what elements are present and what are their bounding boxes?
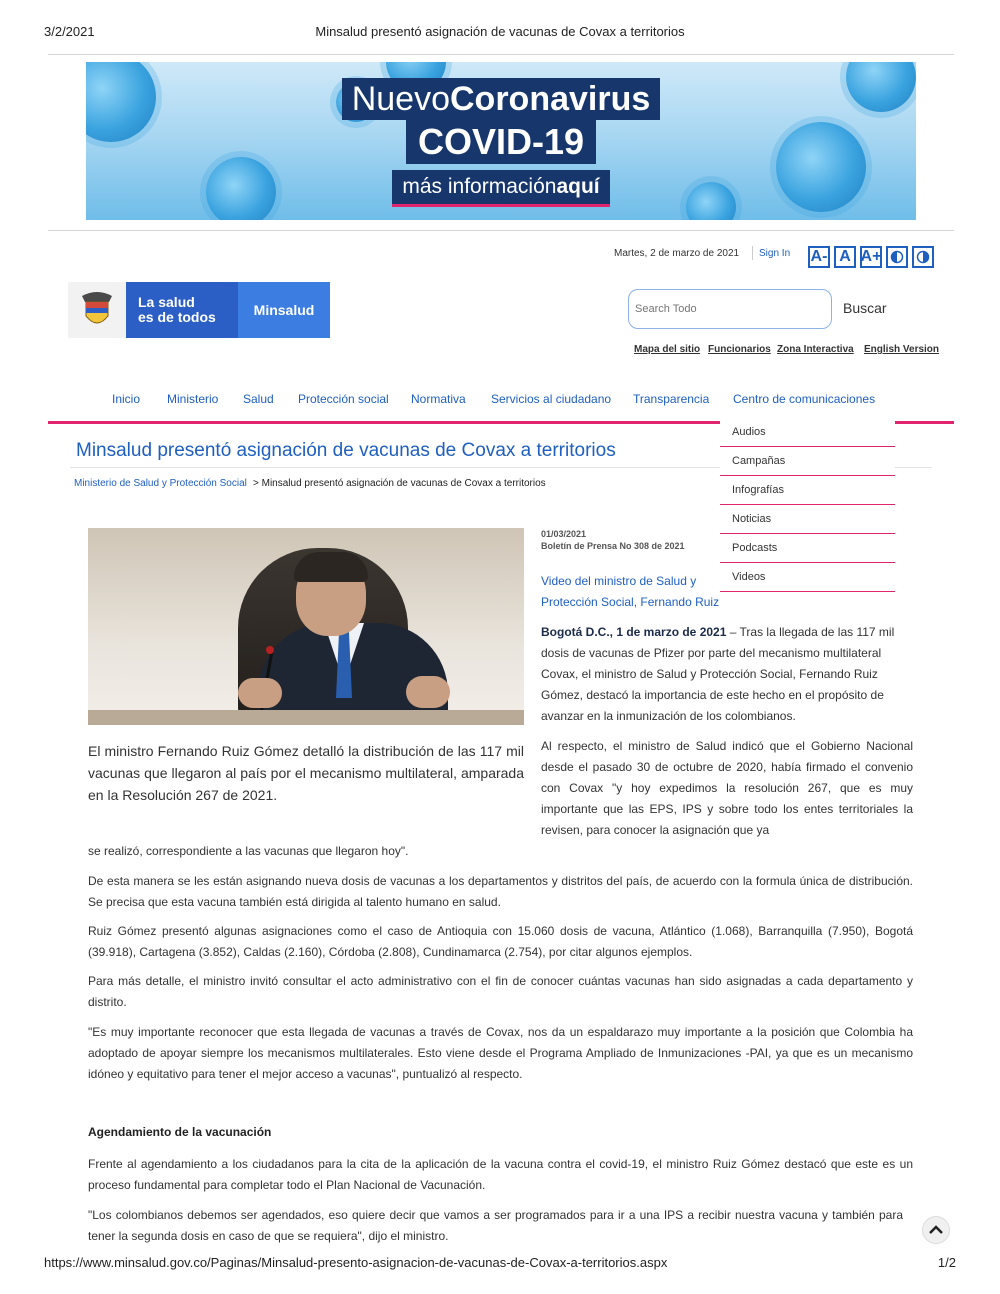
- font-decrease-button[interactable]: A-: [808, 246, 830, 268]
- nav-centro-comunicaciones[interactable]: Centro de comunicaciones: [733, 392, 876, 406]
- nav-servicios-ciudadano[interactable]: Servicios al ciudadano: [491, 392, 612, 406]
- staff-link[interactable]: Funcionarios: [708, 344, 771, 355]
- search-input[interactable]: [628, 289, 832, 329]
- nav-ministerio[interactable]: Ministerio: [167, 392, 219, 406]
- font-increase-button[interactable]: A+: [860, 246, 882, 268]
- nav-normativa[interactable]: Normativa: [411, 392, 466, 406]
- article-title: Minsalud presentó asignación de vacunas de Covax a territorios: [76, 440, 616, 461]
- section-heading: Agendamiento de la vacunación: [88, 1125, 272, 1139]
- chevron-up-icon: [929, 1225, 943, 1235]
- paragraph: De esta manera se les están asignando nueva dosis de vacunas a los departamentos y distritos del país, de acuerdo con la formula única de distribución. Se precisa que esta vacuna también está dirigida al talento humano en salud.: [88, 874, 913, 909]
- dropdown-item-audios[interactable]: Audios: [720, 418, 895, 447]
- coat-of-arms-icon: [68, 282, 126, 338]
- print-title: Minsalud presentó asignación de vacunas de Covax a territorios: [315, 24, 685, 39]
- nav-salud[interactable]: Salud: [243, 392, 274, 406]
- banner-title: NuevoCoronavirus: [86, 78, 916, 120]
- banner-subtitle: COVID-19: [86, 120, 916, 164]
- print-page-number: 1/2: [937, 1255, 956, 1270]
- breadcrumb-home-link[interactable]: Ministerio de Salud y Protección Social: [74, 478, 247, 489]
- lead-paragraph: Bogotá D.C., 1 de marzo de 2021 – Tras la llegada de las 117 mil dosis de vacunas de Pfizer por parte del mecanismo multilateral Covax, el ministro de Salud y Protección Social, Fernando Ruiz Gómez, destacó la importancia de este hecho en el propósito de avanzar en la inmunización de los colombianos.: [541, 625, 895, 723]
- sign-in-link[interactable]: Sign In: [759, 248, 791, 259]
- bulletin-number: Boletín de Prensa No 308 de 2021: [541, 541, 685, 551]
- publish-date: 01/03/2021: [541, 529, 587, 539]
- dropdown-item-infografias[interactable]: Infografías: [720, 476, 895, 505]
- dropdown-item-videos[interactable]: Videos: [720, 563, 895, 592]
- paragraph: "Los colombianos debemos ser agendados, eso quiere decir que vamos a ser programados para ir a una IPS a recibir nuestra vacuna y también para tener la segunda dosis en caso de que se requiera", dijo el ministro.: [88, 1208, 903, 1243]
- print-url: https://www.minsalud.gov.co/Paginas/Minsalud-presento-asignacion-de-vacunas-de-Covax-a-territorios.aspx: [44, 1255, 668, 1270]
- paragraph: Al respecto, el ministro de Salud indicó que el Gobierno Nacional desde el pasado 30 de octubre de 2020, había firmado el convenio con Covax "y hoy expedimos la resolución 267, que es muy importante que las EPS, IPS y sobre todo los entes territoriales la revisen, para conocer la asignación que ya: [541, 739, 913, 837]
- dropdown-item-podcasts[interactable]: Podcasts: [720, 534, 895, 563]
- divider: [752, 246, 753, 260]
- paragraph: Para más detalle, el ministro invitó consultar el acto administrativo con el fin de conocer cuántas vacunas han sido asignadas a cada departamento y distrito.: [88, 974, 913, 1009]
- banner-cta[interactable]: más informaciónaquí: [86, 170, 916, 207]
- paragraph: "Es muy importante reconocer que esta llegada de vacunas a través de Covax, nos da un espaldarazo muy importante a la posición que Colombia ha adoptado de apoyar siempre los mecanismos multilaterales. Esto viene desde el Programa Ampliado de Inmunizaciones -PAI, ya que es un mecanismo idóneo y equitativo para tener el mejor acceso a vacunas", puntualizó al respecto.: [88, 1025, 913, 1081]
- sitemap-link[interactable]: Mapa del sitio: [634, 344, 701, 355]
- logo-brand: Minsalud: [238, 282, 330, 338]
- video-link[interactable]: Video del ministro de Salud y Protección Social, Fernando Ruiz: [541, 574, 720, 609]
- breadcrumb-current: > Minsalud presentó asignación de vacunas de Covax a territorios: [253, 478, 546, 489]
- comunicaciones-dropdown: [720, 418, 895, 592]
- dropdown-item-noticias[interactable]: Noticias: [720, 505, 895, 534]
- photo-caption: El ministro Fernando Ruiz Gómez detalló la distribución de las 117 mil vacunas que llegaron al país por el mecanismo multilateral, amparada en la Resolución 267 de 2021.: [88, 743, 524, 803]
- paragraph: Ruiz Gómez presentó algunas asignaciones como el caso de Antioquia con 15.060 dosis de vacuna, Atlántico (1.068), Barranquilla (7.950), Bogotá (39.918), Cartagena (3.852), Caldas (2.160), Córdoba (2.808), Cundinamarca (2.754), por citar algunos ejemplos.: [88, 924, 913, 959]
- current-date: Martes, 2 de marzo de 2021: [614, 248, 740, 259]
- divider: [48, 230, 954, 231]
- nav-inicio[interactable]: Inicio: [112, 392, 141, 406]
- minister-photo: [88, 528, 524, 725]
- font-normal-button[interactable]: A: [834, 246, 856, 268]
- interactive-zone-link[interactable]: Zona Interactiva: [777, 344, 854, 355]
- logo-slogan: La salud es de todos: [126, 282, 238, 338]
- divider: [48, 54, 954, 55]
- search-button[interactable]: Buscar: [843, 300, 887, 316]
- paragraph: Frente al agendamiento a los ciudadanos para la cita de la aplicación de la vacuna contra el covid-19, el ministro Ruiz Gómez destacó que este es un proceso fundamental para completar todo el Plan Nacional de Vacunación.: [88, 1157, 913, 1192]
- covid-banner[interactable]: [86, 62, 916, 220]
- nav-transparencia[interactable]: Transparencia: [633, 392, 710, 406]
- contrast-icon[interactable]: [886, 246, 908, 268]
- dropdown-item-campanas[interactable]: Campañas: [720, 447, 895, 476]
- english-version-link[interactable]: English Version: [864, 344, 940, 355]
- paragraph: se realizó, correspondiente a las vacunas que llegaron hoy".: [88, 844, 409, 858]
- print-date: 3/2/2021: [44, 24, 95, 39]
- site-logo[interactable]: [68, 282, 330, 338]
- nav-proteccion-social[interactable]: Protección social: [298, 392, 389, 406]
- high-contrast-icon[interactable]: [912, 246, 934, 268]
- scroll-to-top-button[interactable]: [922, 1216, 950, 1244]
